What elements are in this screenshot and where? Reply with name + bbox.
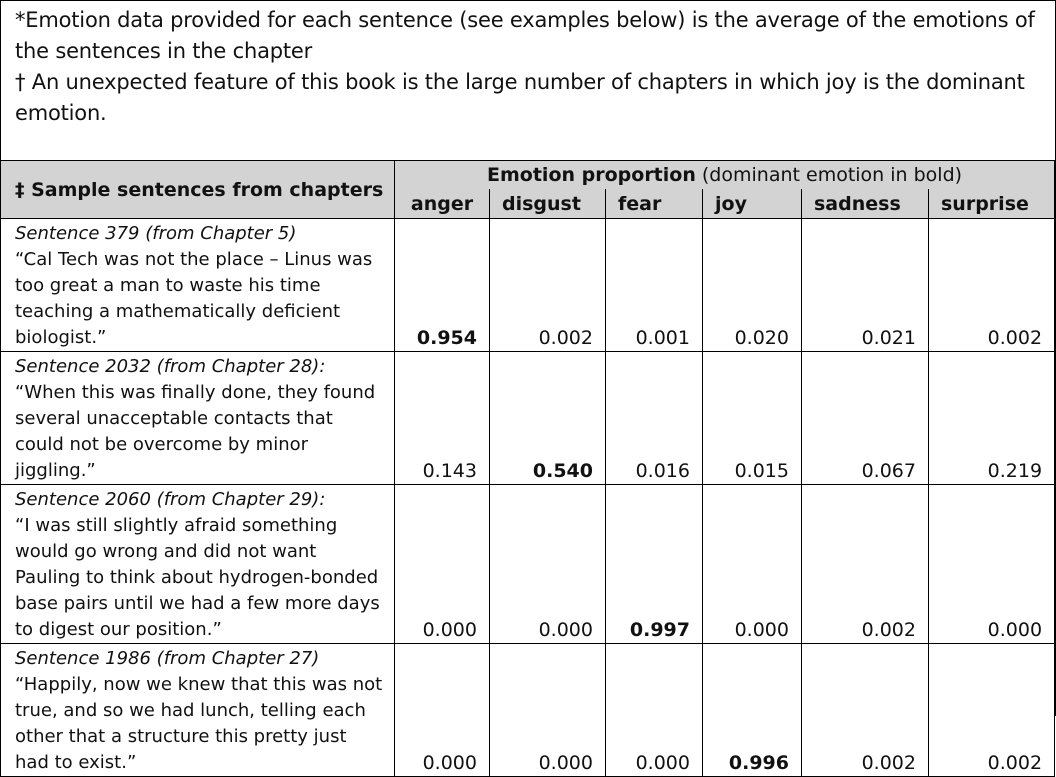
sample-sentences-header: ‡ Sample sentences from chapters	[1, 161, 395, 219]
sentence-cell	[1, 485, 395, 644]
value-fear: 0.997	[606, 485, 703, 644]
value-anger: 0.143	[395, 352, 490, 485]
sentence-reference: Sentence 1986 (from Chapter 27)	[15, 648, 320, 669]
column-header-disgust: disgust	[490, 189, 606, 219]
value-disgust: 0.000	[490, 485, 606, 644]
value-surprise: 0.219	[929, 352, 1055, 485]
column-header-fear: fear	[606, 189, 703, 219]
value-surprise: 0.000	[929, 485, 1055, 644]
value-sadness: 0.002	[802, 644, 929, 777]
value-disgust: 0.000	[490, 644, 606, 777]
footnotes	[15, 5, 1045, 129]
table-row	[1, 644, 1055, 777]
table-row	[1, 352, 1055, 485]
value-fear: 0.000	[606, 644, 703, 777]
sentence-quote: “When this was finally done, they found several unacceptable contacts that could not be overcome by minor jiggling.”	[15, 382, 376, 481]
value-joy: 0.015	[703, 352, 802, 485]
sentence-cell	[1, 352, 395, 485]
emotion-proportion-title: Emotion proportion	[487, 164, 696, 186]
value-fear: 0.001	[606, 219, 703, 352]
sentence-quote: “Cal Tech was not the place – Linus was too great a man to waste his time teaching a mathematically deficient biologist.”	[15, 249, 373, 348]
table-row	[1, 485, 1055, 644]
value-surprise: 0.002	[929, 644, 1055, 777]
footnote-joy-feature: † An unexpected feature of this book is the large number of chapters in which joy is the dominant emotion.	[15, 70, 1025, 125]
value-joy: 0.000	[703, 485, 802, 644]
sentence-reference: Sentence 2032 (from Chapter 28):	[15, 356, 326, 377]
sentence-cell	[1, 219, 395, 352]
sentence-cell	[1, 644, 395, 777]
value-sadness: 0.021	[802, 219, 929, 352]
column-header-joy: joy	[703, 189, 802, 219]
value-fear: 0.016	[606, 352, 703, 485]
sentence-quote: “I was still slightly afraid something would go wrong and did not want Pauling to think about hydrogen-bonded base pairs until we had a few more days to digest our position.”	[15, 515, 380, 640]
emotion-proportion-subtitle: (dominant emotion in bold)	[695, 164, 963, 186]
emotion-table	[0, 160, 1055, 777]
value-sadness: 0.067	[802, 352, 929, 485]
column-header-sadness: sadness	[802, 189, 929, 219]
table-row	[1, 219, 1055, 352]
value-surprise: 0.002	[929, 219, 1055, 352]
column-header-anger: anger	[395, 189, 490, 219]
sentence-reference: Sentence 379 (from Chapter 5)	[15, 223, 297, 244]
footnote-emotion-data: *Emotion data provided for each sentence (see examples below) is the average of the emotions of the sentences in the chapter	[15, 8, 1035, 63]
value-disgust: 0.002	[490, 219, 606, 352]
emotion-proportion-header	[395, 161, 1055, 190]
column-header-surprise: surprise	[929, 189, 1055, 219]
value-joy: 0.020	[703, 219, 802, 352]
value-disgust: 0.540	[490, 352, 606, 485]
sentence-quote: “Happily, now we knew that this was not true, and so we had lunch, telling each other that a structure this pretty just had to exist.”	[15, 674, 383, 773]
value-joy: 0.996	[703, 644, 802, 777]
value-sadness: 0.002	[802, 485, 929, 644]
value-anger: 0.000	[395, 644, 490, 777]
sentence-reference: Sentence 2060 (from Chapter 29):	[15, 489, 326, 510]
value-anger: 0.954	[395, 219, 490, 352]
value-anger: 0.000	[395, 485, 490, 644]
